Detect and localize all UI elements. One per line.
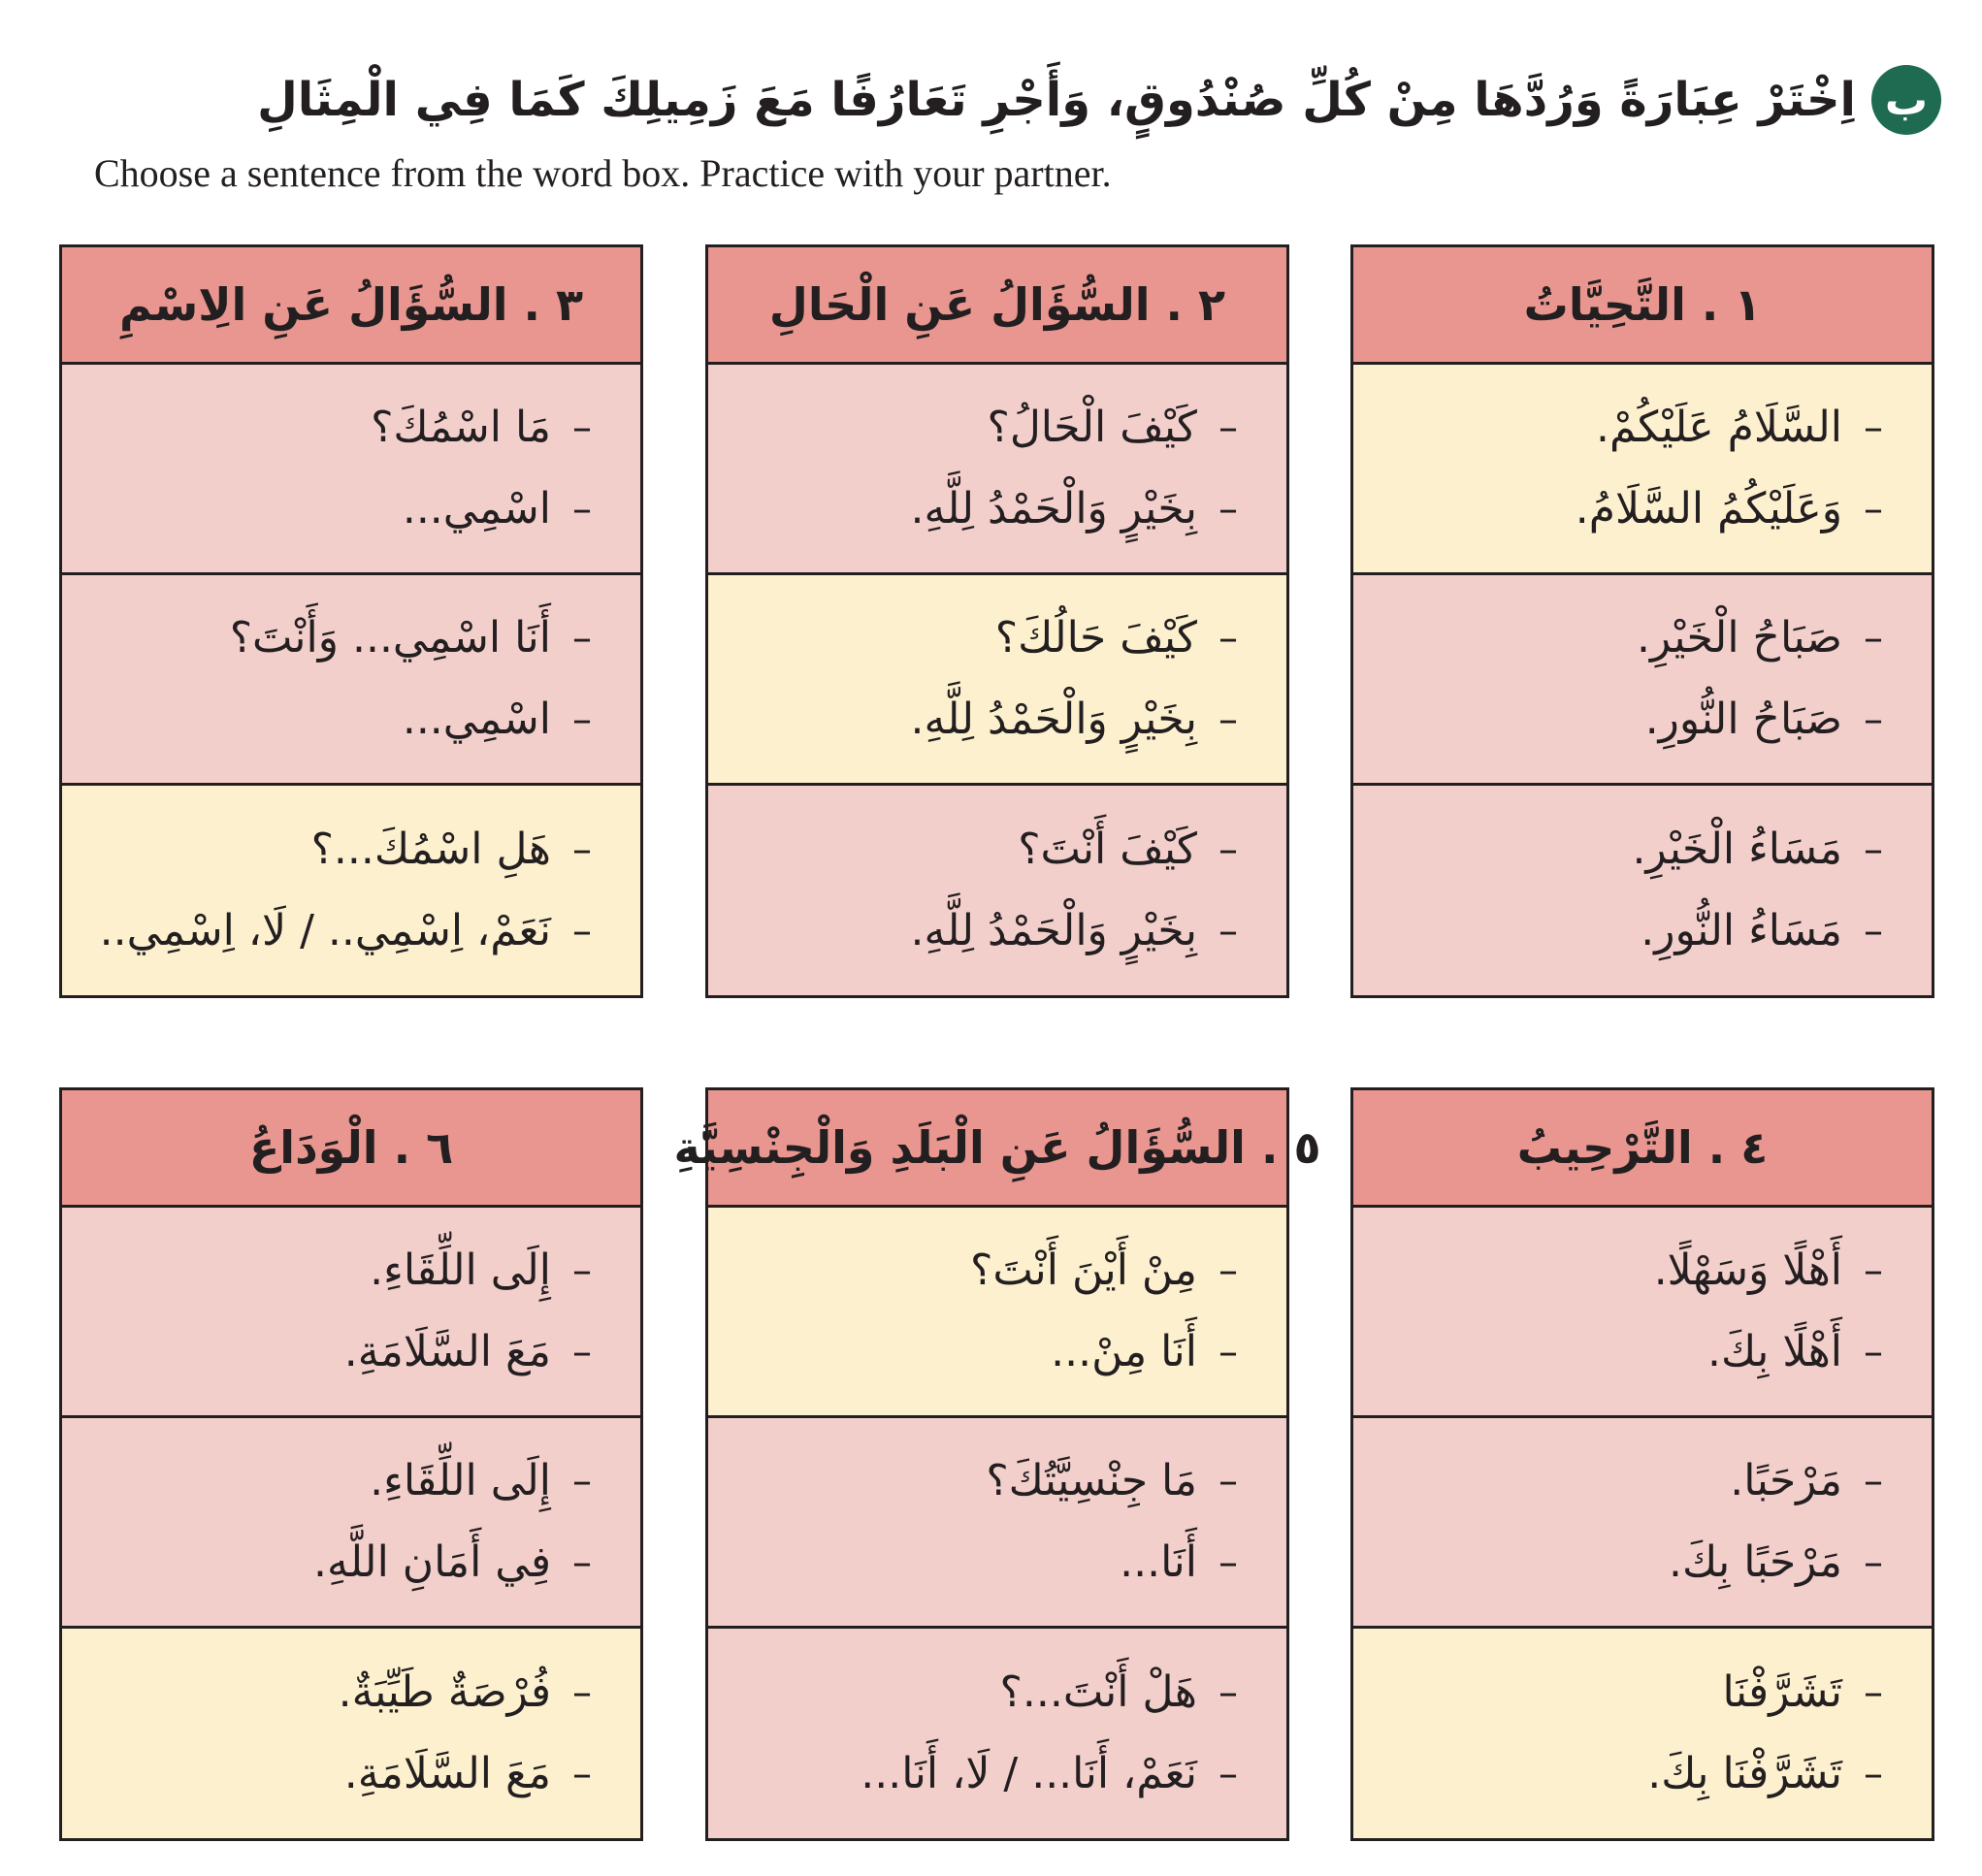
instruction-english: Choose a sentence from the word box. Practice with your partner. — [94, 151, 1112, 195]
dialogue-line — [1353, 1522, 1883, 1603]
dash-bullet-icon: – — [1218, 1670, 1238, 1715]
dialogue-line — [708, 1311, 1238, 1393]
dash-bullet-icon: – — [572, 1670, 592, 1715]
dialogue-line — [708, 1522, 1238, 1603]
dash-bullet-icon: – — [572, 827, 592, 872]
dialogue-line — [62, 809, 592, 890]
dialogue-pair — [1353, 575, 1932, 786]
dialogue-line — [62, 469, 592, 550]
phrase-box-6 — [59, 1087, 643, 1841]
dialogue-text: كَيْفَ حَالُكَ؟ — [994, 613, 1197, 663]
dash-bullet-icon: – — [1864, 909, 1883, 954]
dialogue-line — [708, 679, 1238, 760]
phrase-box-title: ١ . التَّحِيَّاتُ — [1353, 247, 1932, 365]
dialogue-line — [708, 598, 1238, 679]
dialogue-text: وَعَلَيْكُمُ السَّلَامُ. — [1575, 484, 1842, 534]
dash-bullet-icon: – — [572, 1248, 592, 1293]
dialogue-line — [1353, 469, 1883, 550]
phrase-box-5 — [673, 1087, 1321, 1841]
phrase-box-3 — [59, 244, 643, 998]
instruction-arabic: اِخْتَرْ عِبَارَةً وَرُدَّهَا مِنْ كُلِّ صُنْدُوقٍ، وَأَجْرِ تَعَارُفًا مَعَ زَمِيلِكَ كَمَا فِي الْمِثَالِ — [257, 73, 1856, 127]
dialogue-text: إِلَى اللِّقَاءِ. — [370, 1245, 551, 1295]
dialogue-pair — [1353, 786, 1932, 995]
dialogue-line — [708, 387, 1238, 469]
dialogue-pair — [1353, 1629, 1932, 1838]
dialogue-line — [1353, 1230, 1883, 1311]
dialogue-line — [1353, 1652, 1883, 1733]
dialogue-pair — [62, 1208, 640, 1418]
dialogue-text: مَسَاءُ الْخَيْرِ. — [1632, 825, 1842, 874]
dash-bullet-icon: – — [1218, 616, 1238, 661]
dialogue-text: أَنَا... — [1120, 1537, 1197, 1587]
dialogue-text: هَلْ أَنْتَ...؟ — [999, 1667, 1197, 1717]
dialogue-text: كَيْفَ الْحَالُ؟ — [987, 403, 1197, 452]
dash-bullet-icon: – — [572, 405, 592, 450]
dash-bullet-icon: – — [572, 1752, 592, 1796]
dialogue-pair — [708, 365, 1286, 575]
dialogue-pair — [62, 1629, 640, 1838]
dash-bullet-icon: – — [572, 1459, 592, 1504]
dash-bullet-icon: – — [572, 909, 592, 954]
dialogue-line — [62, 1230, 592, 1311]
dialogue-line — [1353, 890, 1883, 972]
dialogue-line — [62, 890, 592, 972]
dash-bullet-icon: – — [572, 1330, 592, 1375]
instruction-header — [257, 56, 1941, 144]
dash-bullet-icon: – — [1864, 616, 1883, 661]
dialogue-text: فِي أَمَانِ اللَّهِ. — [313, 1537, 551, 1587]
dialogue-line — [62, 387, 592, 469]
dash-bullet-icon: – — [1218, 697, 1238, 742]
dash-bullet-icon: – — [1864, 697, 1883, 742]
dialogue-line — [62, 1522, 592, 1603]
phrase-box-title: ٢ . السُّؤَالُ عَنِ الْحَالِ — [708, 247, 1286, 365]
dialogue-text: مَا اسْمُكَ؟ — [371, 403, 551, 452]
phrase-box-title: ٣ . السُّؤَالُ عَنِ الِاسْمِ — [62, 247, 640, 365]
dialogue-text: أَهْلًا بِكَ. — [1707, 1327, 1842, 1376]
dash-bullet-icon: – — [572, 697, 592, 742]
dialogue-text: بِخَيْرٍ وَالْحَمْدُ لِلَّهِ. — [910, 695, 1197, 744]
dialogue-pair — [1353, 1418, 1932, 1629]
dialogue-text: اسْمِي... — [402, 695, 551, 744]
dialogue-text: صَبَاحُ النُّورِ. — [1644, 695, 1842, 744]
dialogue-text: تَشَرَّفْنَا — [1722, 1667, 1842, 1717]
dash-bullet-icon: – — [1864, 1670, 1883, 1715]
dialogue-line — [1353, 809, 1883, 890]
dialogue-line — [1353, 1733, 1883, 1815]
dash-bullet-icon: – — [572, 487, 592, 532]
dialogue-line — [62, 1440, 592, 1522]
dialogue-pair — [708, 1418, 1286, 1629]
dialogue-pair — [708, 1629, 1286, 1838]
dialogue-text: هَلِ اسْمُكَ...؟ — [310, 825, 551, 874]
dialogue-pair — [1353, 1208, 1932, 1418]
dialogue-pair — [708, 1208, 1286, 1418]
dialogue-text: أَنَا اسْمِي... وَأَنْتَ؟ — [229, 613, 551, 663]
dialogue-line — [708, 1230, 1238, 1311]
dash-bullet-icon: – — [572, 1540, 592, 1585]
dash-bullet-icon: – — [1864, 1459, 1883, 1504]
dialogue-text: نَعَمْ، اِسْمِي.. / لَا، اِسْمِي.. — [99, 906, 551, 955]
dash-bullet-icon: – — [1864, 405, 1883, 450]
exercise-letter-badge: ب — [1871, 65, 1941, 135]
dialogue-line — [1353, 598, 1883, 679]
dialogue-line — [708, 890, 1238, 972]
phrase-box-title: ٥ . السُّؤَالُ عَنِ الْبَلَدِ وَالْجِنْسِيَّةِ — [708, 1090, 1286, 1208]
phrase-box-4 — [1350, 1087, 1934, 1841]
dialogue-pair — [62, 575, 640, 786]
dash-bullet-icon: – — [1864, 1330, 1883, 1375]
dash-bullet-icon: – — [572, 616, 592, 661]
dialogue-line — [62, 598, 592, 679]
dialogue-line — [708, 1733, 1238, 1815]
dialogue-text: مِنْ أَيْنَ أَنْتَ؟ — [969, 1245, 1197, 1295]
dash-bullet-icon: – — [1864, 487, 1883, 532]
dialogue-text: اسْمِي... — [402, 484, 551, 534]
dialogue-pair — [708, 575, 1286, 786]
dialogue-line — [62, 1733, 592, 1815]
dash-bullet-icon: – — [1218, 1752, 1238, 1796]
phrase-box-1 — [1350, 244, 1934, 998]
dialogue-text: مَعَ السَّلَامَةِ. — [343, 1749, 551, 1798]
dialogue-text: صَبَاحُ الْخَيْرِ. — [1636, 613, 1842, 663]
dash-bullet-icon: – — [1218, 405, 1238, 450]
dash-bullet-icon: – — [1218, 1459, 1238, 1504]
dash-bullet-icon: – — [1218, 909, 1238, 954]
dialogue-text: نَعَمْ، أَنَا... / لَا، أَنَا... — [861, 1749, 1197, 1798]
phrase-box-2 — [705, 244, 1289, 998]
dash-bullet-icon: – — [1218, 827, 1238, 872]
dialogue-line — [708, 809, 1238, 890]
dash-bullet-icon: – — [1864, 1248, 1883, 1293]
dialogue-text: إِلَى اللِّقَاءِ. — [370, 1456, 551, 1505]
dialogue-line — [708, 1652, 1238, 1733]
dash-bullet-icon: – — [1218, 1248, 1238, 1293]
dialogue-text: أَنَا مِنْ... — [1051, 1327, 1197, 1376]
dialogue-line — [62, 1311, 592, 1393]
dialogue-line — [1353, 387, 1883, 469]
phrase-box-title: ٦ . الْوَدَاعُ — [62, 1090, 640, 1208]
dash-bullet-icon: – — [1864, 1752, 1883, 1796]
dialogue-pair — [62, 1418, 640, 1629]
dialogue-text: كَيْفَ أَنْتَ؟ — [1018, 825, 1197, 874]
dash-bullet-icon: – — [1218, 1330, 1238, 1375]
dialogue-line — [62, 679, 592, 760]
dialogue-text: مَسَاءُ النُّورِ. — [1641, 906, 1842, 955]
dialogue-pair — [708, 786, 1286, 995]
phrase-box-title: ٤ . التَّرْحِيبُ — [1353, 1090, 1932, 1208]
dialogue-text: أَهْلًا وَسَهْلًا. — [1653, 1245, 1842, 1295]
dialogue-text: السَّلَامُ عَلَيْكُمْ. — [1595, 403, 1842, 452]
dialogue-line — [62, 1652, 592, 1733]
dash-bullet-icon: – — [1218, 487, 1238, 532]
dialogue-pair — [1353, 365, 1932, 575]
dialogue-text: مَرْحَبًا. — [1730, 1456, 1842, 1505]
dialogue-line — [1353, 1440, 1883, 1522]
dialogue-line — [708, 1440, 1238, 1522]
dialogue-text: فُرْصَةٌ طَيِّبَةٌ. — [338, 1667, 551, 1717]
dash-bullet-icon: – — [1864, 1540, 1883, 1585]
dialogue-text: مَا جِنْسِيَّتُكَ؟ — [986, 1456, 1197, 1505]
dialogue-text: مَرْحَبًا بِكَ. — [1668, 1537, 1842, 1587]
dialogue-pair — [62, 365, 640, 575]
dialogue-text: مَعَ السَّلَامَةِ. — [343, 1327, 551, 1376]
dialogue-line — [1353, 679, 1883, 760]
dialogue-text: بِخَيْرٍ وَالْحَمْدُ لِلَّهِ. — [910, 484, 1197, 534]
dialogue-text: بِخَيْرٍ وَالْحَمْدُ لِلَّهِ. — [910, 906, 1197, 955]
dialogue-line — [1353, 1311, 1883, 1393]
dash-bullet-icon: – — [1864, 827, 1883, 872]
dialogue-line — [708, 469, 1238, 550]
dash-bullet-icon: – — [1218, 1540, 1238, 1585]
dialogue-pair — [62, 786, 640, 995]
dialogue-text: تَشَرَّفْنَا بِكَ. — [1647, 1749, 1842, 1798]
